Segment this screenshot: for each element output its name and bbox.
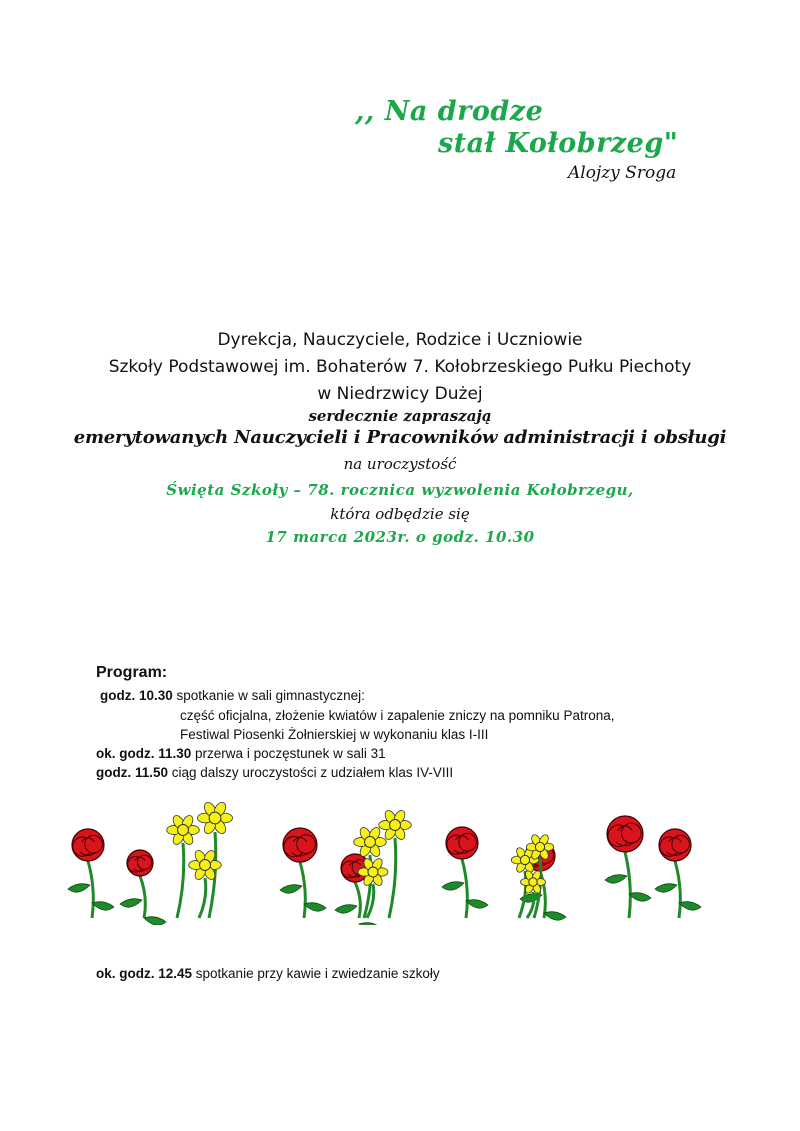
- program-item-1: [100, 688, 365, 703]
- program-item-3-text: Festiwal Piosenki Żołnierskiej w wykonaniu klas I-III: [180, 727, 489, 742]
- program-item-3: [180, 727, 488, 742]
- program-item-1-text: spotkanie w sali gimnastycznej:: [172, 688, 365, 703]
- program-item-2: [180, 708, 614, 723]
- program-item-1-time: godz. 10.30: [100, 688, 173, 703]
- invitation-line-1: Dyrekcja, Nauczyciele, Rodzice i Uczniowie: [217, 330, 583, 350]
- invitation-line-4: serdecznie zapraszają: [308, 407, 492, 425]
- program-item-5: [96, 765, 453, 780]
- program-item-5-time: godz. 11.50: [96, 765, 169, 780]
- rose-3: [283, 828, 317, 862]
- rose-2: [127, 850, 153, 876]
- rose-1: [72, 829, 104, 861]
- rose-5: [446, 827, 478, 859]
- program-item-2-text: część oficjalna, złożenie kwiatów i zapalenie zniczy na pomniku Patrona,: [180, 708, 615, 723]
- program-final-text: spotkanie przy kawie i zwiedzanie szkoły: [192, 966, 440, 981]
- program-item-4-time: ok. godz. 11.30: [96, 746, 192, 761]
- motto-line-1: ,, Na drodze: [355, 96, 544, 127]
- daffodil-5: [379, 809, 412, 842]
- rose-7: [607, 816, 643, 852]
- motto-author: Alojzy Sroga: [568, 163, 677, 183]
- program-final: [96, 966, 440, 981]
- daffodil-2: [198, 800, 233, 835]
- invitation-line-9: 17 marca 2023r. o godz. 10.30: [265, 528, 535, 546]
- invitation-line-5: emerytowanych Nauczycieli i Pracowników administracji i obsługi: [73, 427, 727, 448]
- invitation-line-6: na uroczystość: [343, 455, 457, 473]
- flower-border: [55, 800, 715, 925]
- invitation-line-8: która odbędzie się: [330, 505, 470, 523]
- motto-line-2: stał Kołobrzeg": [438, 128, 679, 159]
- program-heading: Program:: [96, 664, 168, 681]
- program-item-4-text: przerwa i poczęstunek w sali 31: [191, 746, 386, 761]
- invitation-line-2: Szkoły Podstawowej im. Bohaterów 7. Kołobrzeskiego Pułku Piechoty: [108, 357, 692, 377]
- rose-8: [659, 829, 691, 861]
- invitation-line-7: Święta Szkoły – 78. rocznica wyzwolenia Kołobrzegu,: [166, 481, 634, 499]
- daffodil-4: [354, 826, 387, 859]
- program-item-4: [96, 746, 386, 761]
- program-final-time: ok. godz. 12.45: [96, 966, 193, 981]
- daffodil-1: [167, 814, 200, 847]
- program-item-5-text: ciąg dalszy uroczystości z udziałem klas IV-VIII: [168, 765, 454, 780]
- invitation-line-3: w Niedrzwicy Dużej: [317, 384, 483, 404]
